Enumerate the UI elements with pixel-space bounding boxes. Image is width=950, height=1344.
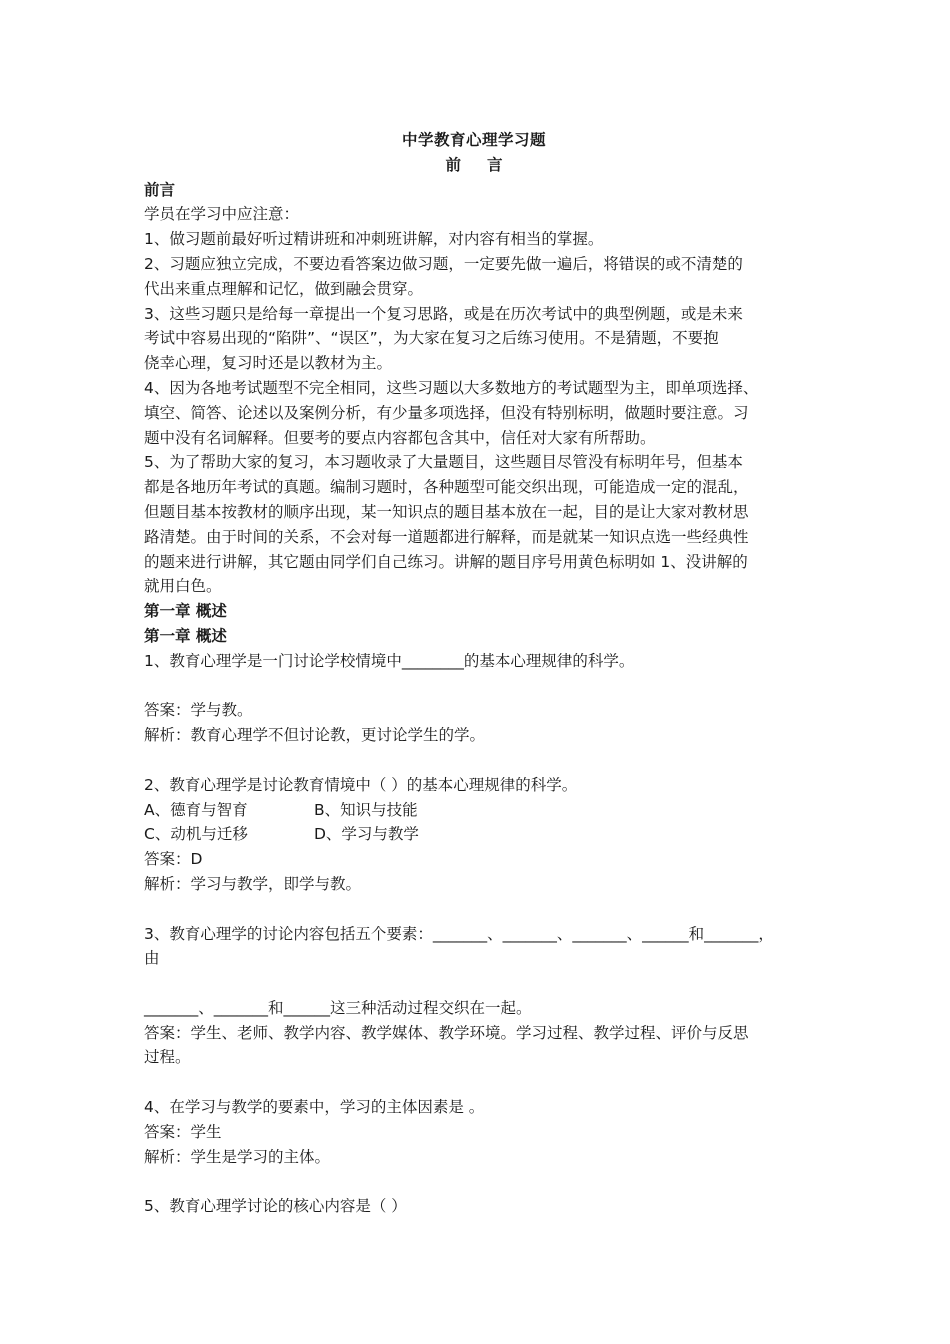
analysis-1: 解析：教育心理学不但讨论教，更讨论学生的学。 — [144, 726, 486, 745]
answer-1: 答案：学与教。 — [144, 701, 253, 720]
spacer — [144, 1070, 804, 1095]
spacer — [144, 897, 804, 922]
intro-line: 学员在学习中应注意： — [144, 205, 300, 224]
intro-line: 1、做习题前最好听过精讲班和冲刺班讲解，对内容有相当的掌握。 — [144, 230, 604, 249]
intro-line: 4、因为各地考试题型不完全相同，这些习题以大多数地方的考试题型为主，即单项选择、 — [144, 378, 759, 397]
options-row — [144, 798, 804, 823]
question-3-line-3: _______、_______和______这三种活动过程交织在一起。 — [144, 998, 532, 1017]
spacer — [144, 1169, 804, 1194]
intro-line: 代出来重点理解和记忆，做到融会贯穿。 — [144, 279, 424, 298]
answer-3-line-2: 过程。 — [144, 1048, 191, 1067]
intro-line: 3、这些习题只是给每一章提出一个复习思路，或是在历次考试中的典型例题，或是未来 — [144, 304, 743, 323]
intro-line: 2、习题应独立完成，不要边看答案边做习题，一定要先做一遍后，将错误的或不清楚的 — [144, 254, 743, 273]
question-4: 4、在学习与教学的要素中，学习的主体因素是 。 — [144, 1098, 485, 1117]
options-row — [144, 822, 804, 847]
intro-line: 就用白色。 — [144, 577, 222, 596]
intro-line: 题中没有名词解释。但要考的要点内容都包含其中，信任对大家有所帮助。 — [144, 428, 656, 447]
intro-line: 5、为了帮助大家的复习，本习题收录了大量题目，这些题目尽管没有标明年号，但基本 — [144, 453, 743, 472]
analysis-4: 解析：学生是学习的主体。 — [144, 1147, 331, 1166]
question-2: 2、教育心理学是讨论教育情境中（ ）的基本心理规律的科学。 — [144, 775, 578, 794]
answer-2: 答案：D — [144, 850, 203, 869]
option-a: A、德育与智育 — [144, 800, 248, 819]
spacer — [144, 748, 804, 773]
analysis-2: 解析：学习与教学，即学与教。 — [144, 874, 362, 893]
chapter-heading: 第一章 概述 — [144, 626, 227, 645]
spacer — [144, 674, 804, 699]
intro-heading: 前言 — [144, 180, 176, 199]
option-c: C、动机与迁移 — [144, 825, 248, 844]
chapter-heading: 第一章 概述 — [144, 602, 227, 621]
intro-line: 路清楚。由于时间的关系，不会对每一道题都进行解释，而是就某一知识点选一些经典性 — [144, 527, 749, 546]
question-5: 5、教育心理学讨论的核心内容是（ ） — [144, 1197, 407, 1216]
answer-3-line-1: 答案：学生、老师、教学内容、教学媒体、教学环境。学习过程、教学过程、评价与反思 — [144, 1023, 749, 1042]
intro-line: 考试中容易出现的“陷阱”、“误区”，为大家在复习之后练习使用。不是猜题，不要抱 — [144, 329, 719, 348]
question-3-line-1: 3、教育心理学的讨论内容包括五个要素：_______、_______、_______、______和_______， — [144, 924, 774, 943]
spacer — [144, 971, 804, 996]
answer-4: 答案：学生 — [144, 1122, 222, 1141]
intro-line: 但题目基本按教材的顺序出现，某一知识点的题目基本放在一起，目的是让大家对教材思 — [144, 502, 749, 521]
document-content — [144, 128, 804, 1219]
intro-line: 侥幸心理，复习时还是以教材为主。 — [144, 354, 393, 373]
intro-line: 的题来进行讲解，其它题由同学们自己练习。讲解的题目序号用黄色标明如 1、没讲解的 — [144, 552, 748, 571]
option-d: D、学习与教学 — [314, 825, 419, 844]
question-1: 1、教育心理学是一门讨论学校情境中________的基本心理规律的科学。 — [144, 651, 635, 670]
document-subtitle: 前言 — [445, 155, 529, 174]
option-b: B、知识与技能 — [314, 800, 418, 819]
intro-line: 都是各地历年考试的真题。编制习题时，各种题型可能交织出现，可能造成一定的混乱， — [144, 478, 749, 497]
intro-line: 填空、简答、论述以及案例分析，有少量多项选择，但没有特别标明，做题时要注意。习 — [144, 403, 749, 422]
document-title: 中学教育心理学习题 — [401, 131, 546, 149]
question-3-line-2: 由 — [144, 949, 160, 968]
